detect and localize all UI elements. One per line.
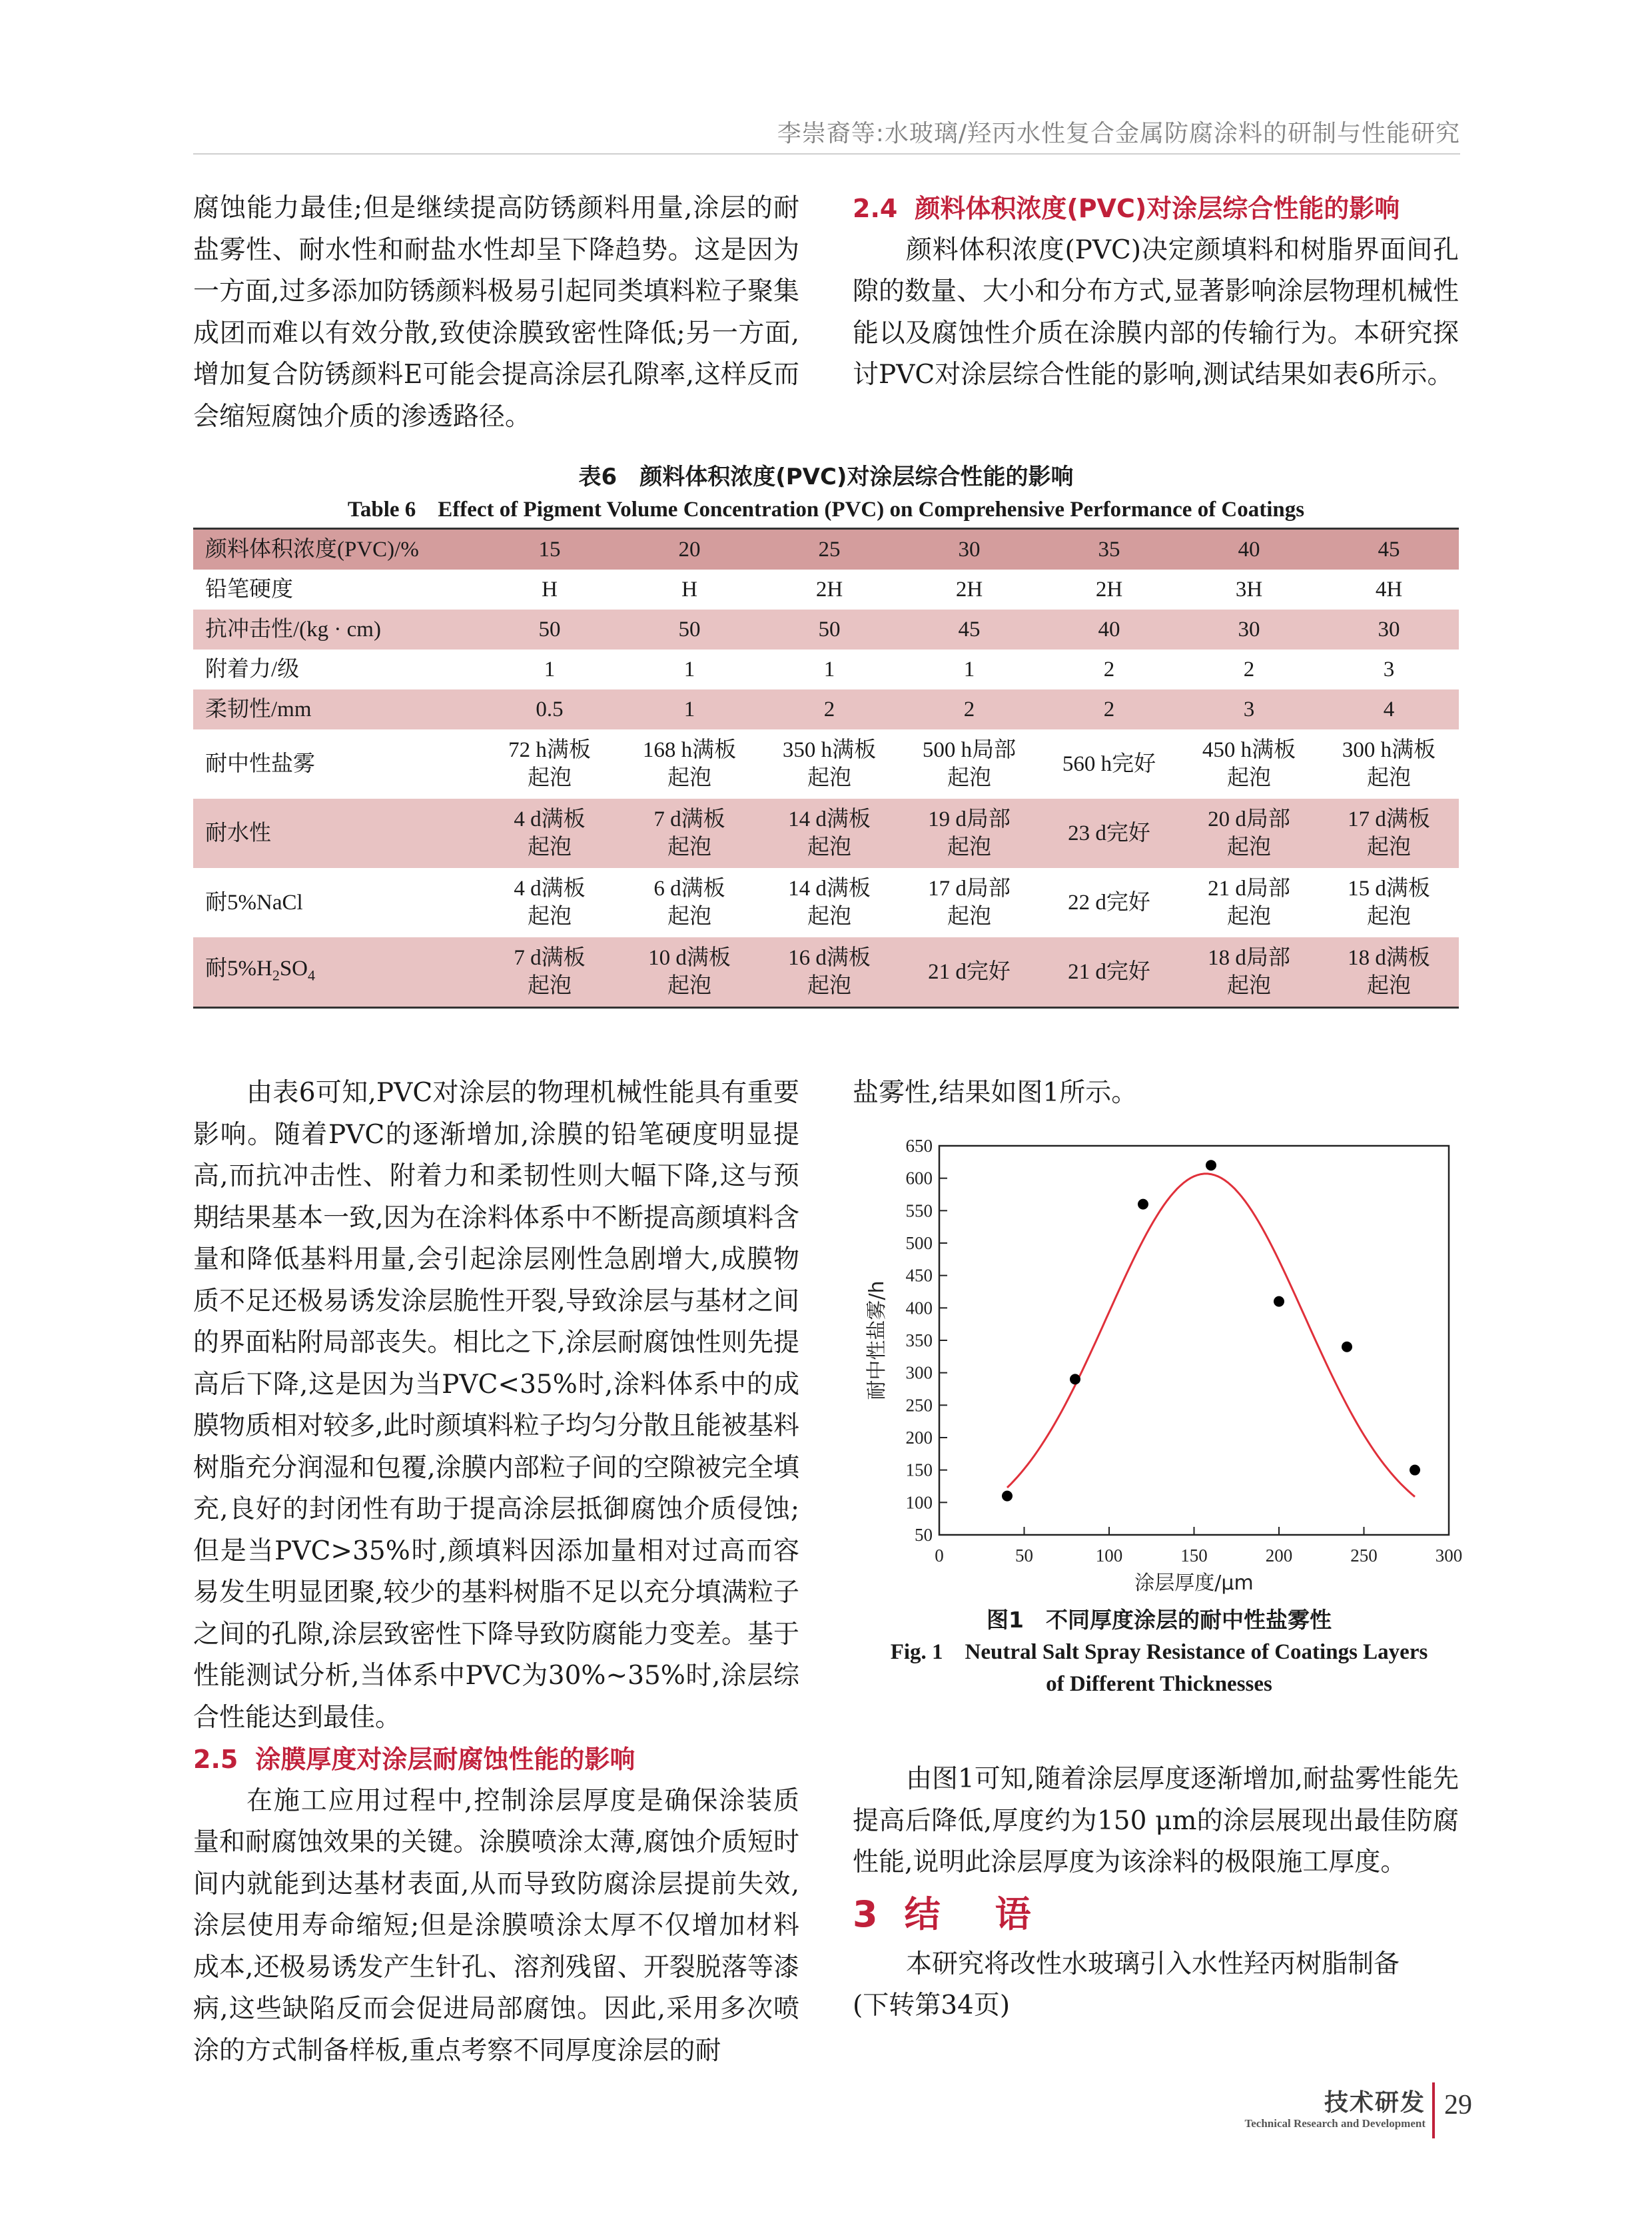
table-cell-line: 起泡	[528, 905, 572, 929]
table-cell	[759, 868, 899, 937]
table-cell: 2	[1243, 658, 1255, 681]
table-cell	[620, 868, 759, 937]
table-cell: 50	[759, 610, 899, 650]
page-number: 29	[1444, 2090, 1472, 2120]
table-cell: 21 d完好	[1039, 937, 1179, 1008]
table-row-label: 附着力/级	[205, 658, 300, 681]
table-cell: H	[681, 578, 697, 602]
table-cell-line: 300 h满板	[1342, 738, 1436, 762]
left-column-bottom	[193, 1073, 799, 2072]
table-row	[193, 729, 1459, 799]
y-tick-label: 100	[905, 1492, 933, 1513]
paragraph: 本研究将改性水玻璃引入水性羟丙树脂制备	[906, 1949, 1400, 1979]
y-axis-label: 耐中性盐雾/h	[865, 1280, 889, 1400]
table-row-label: 铅笔硬度	[205, 578, 293, 602]
table-cell	[759, 937, 899, 1008]
table-row-label: 耐中性盐雾	[205, 752, 315, 776]
table-header-cell: 15	[480, 529, 620, 570]
label-subscript: 2	[272, 967, 280, 984]
table-cell-line: 起泡	[1367, 905, 1411, 929]
section-title: 涂膜厚度对涂层耐腐蚀性能的影响	[255, 1745, 635, 1774]
left-column-top	[193, 188, 799, 438]
section-number: 2.5	[193, 1745, 238, 1774]
table-cell-line: 起泡	[807, 905, 851, 929]
table-cell: 1	[544, 658, 556, 681]
table-header-cell: 25	[759, 529, 899, 570]
right-column-bottom	[853, 1759, 1459, 2027]
data-point	[1002, 1491, 1013, 1502]
table-cell: 30	[1179, 610, 1319, 650]
table-cell-line: 20 d局部	[1208, 807, 1290, 831]
table-cell	[899, 799, 1039, 868]
table-cell: 3H	[1235, 578, 1263, 602]
x-tick-label: 250	[1350, 1546, 1378, 1565]
table-cell: 1	[823, 658, 835, 681]
table-cell: 4H	[1375, 578, 1403, 602]
running-header: 李崇裔等:水玻璃/羟丙水性复合金属防腐涂料的研制与性能研究	[777, 120, 1460, 147]
table-cell-line: 起泡	[667, 766, 711, 790]
table-cell	[759, 799, 899, 868]
figure-1	[859, 1131, 1463, 1597]
table-cell: 560 h完好	[1062, 752, 1156, 776]
table-cell	[620, 937, 759, 1008]
table-cell-line: 起泡	[528, 766, 572, 790]
table-cell: 2H	[955, 578, 983, 602]
table-header-row	[193, 529, 1459, 570]
y-tick-label: 150	[905, 1460, 933, 1480]
table-cell	[480, 868, 620, 937]
x-tick-label: 200	[1265, 1546, 1293, 1565]
table-cell-line: 19 d局部	[928, 807, 1011, 831]
plot-frame	[939, 1146, 1449, 1535]
y-tick-label: 50	[915, 1525, 933, 1545]
paragraph: 颜料体积浓度(PVC)决定颜填料和树脂界面间孔隙的数量、大小和分布方式,显著影响涂层物理机械性能以及腐蚀性介质在涂膜内部的传输行为。本研究探讨PVC对涂层综合性能的影响,测试结果如表6所示。	[853, 234, 1459, 390]
table-cell-line: 起泡	[667, 835, 711, 859]
paragraph: 由表6可知,PVC对涂层的物理机械性能具有重要影响。随着PVC的逐渐增加,涂膜的铅笔硬度明显提高,而抗冲击性、附着力和柔韧性则大幅下降,这与预期结果基本一致,因为在涂料体系中不断提高颜填料含量和降低基料用量,会引起涂层刚性急剧增大,成膜物质不足还极易诱发涂层脆性开裂,导致涂层与基材之间的界面粘附局部丧失。相比之下,涂层耐腐蚀性则先提高后下降,这是因为当PVC<35%时,涂料体系中的成膜物质相对较多,此时颜填料粒子均匀分散且能被基料树脂充分润湿和包覆,涂膜内部粒子间的空隙被完全填充,良好的封闭性有助于提高涂层抵御腐蚀介质侵蚀;但是当PVC>35%时,颜填料因添加量相对过高而容易发生明显团聚,较少的基料树脂不足以充分填满粒子之间的孔隙,涂层致密性下降导致防腐能力变差。基于性能测试分析,当体系中PVC为30%~35%时,涂层综合性能达到最佳。	[193, 1078, 799, 1733]
data-point	[1138, 1199, 1148, 1210]
label-part: 耐5%H	[205, 956, 272, 981]
x-tick-label: 100	[1095, 1546, 1123, 1565]
salt-spray-chart	[859, 1131, 1463, 1597]
paragraph: 在施工应用过程中,控制涂层厚度是确保涂装质量和耐腐蚀效果的关键。涂膜喷涂太薄,腐蚀介质短时间内就能到达基材表面,从而导致防腐涂层提前失效,涂层使用寿命缩短;但是涂膜喷涂太厚不仅增加材料成本,还极易诱发产生针孔、溶剂残留、开裂脱落等漆病,这些缺陷反而会促进局部腐蚀。因此,采用多次喷涂的方式制备样板,重点考察不同厚度涂层的耐	[193, 1785, 799, 2066]
section-number: 3	[853, 1893, 887, 1935]
table-cell-line: 18 d满板	[1348, 946, 1430, 970]
paragraph: 腐蚀能力最佳;但是继续提高防锈颜料用量,涂层的耐盐雾性、耐水性和耐盐水性却呈下降趋势。这是因为一方面,过多添加防锈颜料极易引起同类填料粒子聚集成团而难以有效分散,致使涂膜致密性降低;另一方面,增加复合防锈颜料E可能会提高涂层孔隙率,这样反而会缩短腐蚀介质的渗透路径。	[193, 193, 799, 432]
table-header-cell: 35	[1039, 529, 1179, 570]
table-cell: 30	[1319, 610, 1459, 650]
right-column-mid	[853, 1073, 1459, 1114]
footer-divider	[1432, 2082, 1435, 2138]
table-caption-en: Table 6 Effect of Pigment Volume Concentration (PVC) on Comprehensive Performance of Coatings	[347, 498, 1305, 522]
section-heading-2-5	[193, 1739, 799, 1781]
y-tick-label: 550	[905, 1200, 933, 1221]
table-row-label: 耐水性	[193, 799, 480, 868]
right-column-top	[853, 188, 1459, 396]
table-row-label: 柔韧性/mm	[193, 689, 480, 729]
figure-caption-en-2: of Different Thicknesses	[1046, 1672, 1272, 1696]
footer-section-cn: 技术研发	[1324, 2089, 1426, 2116]
table-cell-line: 起泡	[1227, 905, 1271, 929]
table-cell: 0.5	[480, 689, 620, 729]
y-tick-label: 300	[905, 1362, 933, 1383]
table-cell: 21 d完好	[899, 937, 1039, 1008]
table-cell: 1	[620, 689, 759, 729]
table-cell: 50	[620, 610, 759, 650]
table-cell: H	[542, 578, 558, 602]
table-cell-line: 14 d满板	[788, 877, 871, 901]
table-cell-line: 起泡	[528, 835, 572, 859]
table-cell: 3	[1383, 658, 1395, 681]
table-cell: 2	[899, 689, 1039, 729]
table-cell-line: 4 d满板	[514, 877, 586, 901]
table-cell-line: 168 h满板	[642, 738, 737, 762]
table-cell: 1	[683, 658, 695, 681]
table-row-label	[193, 937, 480, 1008]
table-cell-line: 起泡	[667, 974, 711, 998]
paragraph: 由图1可知,随着涂层厚度逐渐增加,耐盐雾性能先提高后降低,厚度约为150 μm的涂层展现出最佳防腐性能,说明此涂层厚度为该涂料的极限施工厚度。	[853, 1764, 1459, 1877]
x-axis-label: 涂层厚度/μm	[1134, 1571, 1254, 1595]
table-cell	[480, 799, 620, 868]
x-tick-label: 150	[1180, 1546, 1208, 1565]
y-tick-label: 250	[905, 1395, 933, 1416]
table-header-cell: 20	[620, 529, 759, 570]
figure-caption-cn: 图1 不同厚度涂层的耐中性盐雾性	[987, 1607, 1332, 1633]
table-cell-line: 4 d满板	[514, 807, 586, 831]
table-cell-line: 17 d满板	[1348, 807, 1430, 831]
table-cell	[1179, 729, 1319, 799]
table-row	[193, 570, 1459, 610]
table-header-cell: 40	[1179, 529, 1319, 570]
table-cell	[480, 937, 620, 1008]
table-cell	[759, 729, 899, 799]
table-cell-line: 起泡	[947, 905, 991, 929]
section-number: 2.4	[853, 194, 898, 223]
y-tick-label: 600	[905, 1168, 933, 1188]
y-tick-label: 650	[905, 1136, 933, 1156]
table-caption-cn: 表6 颜料体积浓度(PVC)对涂层综合性能的影响	[578, 464, 1074, 490]
data-point	[1274, 1296, 1284, 1307]
label-subscript: 4	[308, 967, 316, 984]
y-tick-label: 500	[905, 1233, 933, 1253]
table-cell-line: 14 d满板	[788, 807, 871, 831]
table-cell: 2	[759, 689, 899, 729]
table-row	[193, 610, 1459, 650]
table-cell-line: 16 d满板	[788, 946, 871, 970]
paragraph: 盐雾性,结果如图1所示。	[853, 1078, 1138, 1108]
table-cell-line: 起泡	[1227, 835, 1271, 859]
table-cell: 2	[1103, 658, 1115, 681]
x-tick-label: 300	[1435, 1546, 1463, 1565]
y-tick-label: 350	[905, 1330, 933, 1350]
table-cell: 23 d完好	[1039, 799, 1179, 868]
table-header-cell: 30	[899, 529, 1039, 570]
section-heading-3	[853, 1888, 1459, 1941]
data-point	[1070, 1374, 1080, 1384]
table-row	[193, 689, 1459, 729]
section-heading-2-4	[853, 188, 1459, 230]
figure-caption-en-1: Fig. 1 Neutral Salt Spray Resistance of Coatings Layers	[890, 1640, 1428, 1664]
table-cell	[1179, 868, 1319, 937]
table-cell: 45	[899, 610, 1039, 650]
table-cell: 2	[1039, 689, 1179, 729]
table-cell	[620, 729, 759, 799]
table-cell	[1319, 729, 1459, 799]
table-cell	[1319, 868, 1459, 937]
table-cell	[1319, 799, 1459, 868]
footer-section-en: Technical Research and Development	[1244, 2117, 1426, 2130]
continued-note: (下转第34页)	[853, 1991, 1011, 2020]
label-part: SO	[279, 956, 308, 981]
table-cell-line: 72 h满板	[508, 738, 591, 762]
table-cell-line: 起泡	[1227, 974, 1271, 998]
table-cell: 4	[1319, 689, 1459, 729]
pvc-table	[193, 528, 1459, 1009]
table-cell-line: 起泡	[528, 974, 572, 998]
table-cell: 3	[1179, 689, 1319, 729]
table-cell	[1179, 799, 1319, 868]
table-cell-line: 21 d局部	[1208, 877, 1290, 901]
table-row	[193, 868, 1459, 937]
x-tick-label: 50	[1015, 1546, 1033, 1565]
table-cell: 1	[963, 658, 975, 681]
section-title: 颜料体积浓度(PVC)对涂层综合性能的影响	[915, 194, 1400, 223]
table-row	[193, 650, 1459, 689]
table-cell-line: 350 h满板	[782, 738, 877, 762]
y-tick-label: 200	[905, 1428, 933, 1448]
table-cell: 2H	[815, 578, 843, 602]
y-tick-label: 400	[905, 1298, 933, 1318]
data-point	[1410, 1465, 1420, 1476]
table-cell-line: 起泡	[1367, 766, 1411, 790]
header-rule	[193, 153, 1460, 155]
table-cell-line: 7 d满板	[653, 807, 725, 831]
table-cell	[1319, 937, 1459, 1008]
table-cell-line: 起泡	[807, 766, 851, 790]
x-tick-label: 0	[935, 1546, 944, 1565]
table-cell-line: 15 d满板	[1348, 877, 1430, 901]
section-title: 结 语	[904, 1893, 1040, 1935]
table-cell	[480, 729, 620, 799]
table-cell	[1179, 937, 1319, 1008]
data-point	[1206, 1160, 1216, 1170]
table-cell-line: 10 d满板	[648, 946, 731, 970]
table-cell-line: 6 d满板	[653, 877, 725, 901]
table-cell-line: 起泡	[807, 835, 851, 859]
table-cell-line: 7 d满板	[514, 946, 586, 970]
table-cell-line: 起泡	[1367, 974, 1411, 998]
table-cell-line: 起泡	[667, 905, 711, 929]
table-row-label: 抗冲击性/(kg · cm)	[193, 610, 480, 650]
table-cell-line: 18 d局部	[1208, 946, 1290, 970]
table-cell-line: 起泡	[947, 835, 991, 859]
table-header-label: 颜料体积浓度(PVC)/%	[193, 529, 480, 570]
fit-curve	[1007, 1174, 1415, 1497]
table-cell	[899, 868, 1039, 937]
y-tick-label: 450	[905, 1265, 933, 1286]
data-point	[1342, 1342, 1352, 1352]
table-cell-line: 起泡	[807, 974, 851, 998]
table-cell: 40	[1039, 610, 1179, 650]
table-cell: 2H	[1095, 578, 1123, 602]
table-cell: 22 d完好	[1068, 891, 1150, 915]
table-row-label: 耐5%NaCl	[205, 891, 303, 915]
table-cell-line: 500 h局部	[922, 738, 1017, 762]
table-cell-line: 450 h满板	[1202, 738, 1296, 762]
table-cell	[899, 729, 1039, 799]
table-cell-line: 17 d局部	[928, 877, 1011, 901]
table-header-cell: 45	[1319, 529, 1459, 570]
table-cell: 50	[480, 610, 620, 650]
table-row	[193, 937, 1459, 1008]
table-cell-line: 起泡	[1367, 835, 1411, 859]
table-cell	[620, 799, 759, 868]
table-row	[193, 799, 1459, 868]
table-cell-line: 起泡	[947, 766, 991, 790]
table-cell-line: 起泡	[1227, 766, 1271, 790]
